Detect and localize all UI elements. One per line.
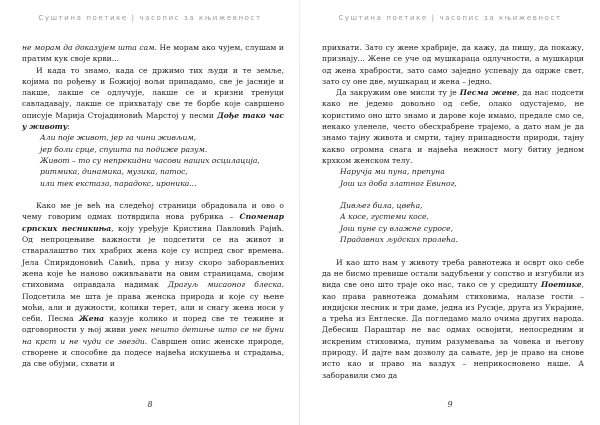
spacer [22,189,284,200]
text-run: Не морам ако чујем, слушам и пратим кук своје крви... [22,43,284,64]
right-page-body [322,42,584,381]
page-number-right: 9 [447,400,453,409]
verse-block [40,132,284,188]
section-title: Поетике [540,280,582,290]
verse-line: Али поје живот, јер га чини живљим, [40,133,197,143]
paragraph: прихвати. Зато су жене храбрије, да кажу, да пишу, да покажу, признају... Жене се уче од мушкараца одлучности, а мушкарци од жена храбрости, зато само заједно успевају да одрже свет, зато су оне две, мушкарац и жена – једно. [322,43,584,86]
paragraph [22,65,284,133]
verse-line: Наручја ми пуна, препуна [340,167,445,177]
paragraph: Да закружим ове мисли ту је Песма жене, да нас подсети како не једемо довољно од себе, олако одустајемо, не користимо оно што знамо и дарове које имамо, предале смо се, некако уленеле, често обесхрабрене трајемо, а дато нам је да знамо тајну живота и смрти, тајну припадности природи, тајну какво огромна снага и највећа нежност могу битиу једном крхком женском телу. [322,88,584,165]
italic-quote: Драгуљ мисаоног блеска. [167,280,284,290]
verse-line: јер боли срце, спушта па подиже разум. [40,144,208,154]
verse-line: ритмика, динамика, музика, патос, [40,167,188,177]
paragraph [22,42,284,65]
verse-line: Још из доба златног Евиног, [340,178,457,188]
verse-line: Живот – то су непрекидни часови наших осцилација, [40,155,260,165]
paragraph: И као што нам у животу треба равнотежа и осврт око себе да не бисмо превише остали задубљени у сопствo и изгубили из вида све оно што траје око нас, такo се у средишту Поетике, као права равнотежа домаћим стиховима, налазе гости – индијски песник и три даме, једна из Русије, друга из Украјине, а трећа из Енглеске. Да погледамо мало очима других народа. Дебесиш Параштар не вас одмах освојити, непосредним и искреним стиховима, пуним разумевања за човека и његову природу. И дајте вам дозволу да сањате, јер је право на снове исто као и право на ваздух – неприкосновено наше. А заборавили смо да [322,257,584,380]
poem-title: Жена [78,314,105,324]
verse-line: Још пуне су влажне суросе, [340,223,454,233]
text-run: : [67,122,70,132]
poem-title: Дође тако час у животу [22,110,284,132]
running-head-left: Суштина поетике | часопис за књижевност [38,14,262,22]
paragraph: Како ме је већ на следећој страници обрадовала и ово о чему говорим одмах потврдила нова рубрика – Споменар српских песникиња, коју уређује Кристина Павловић Рајић. Од непроцењиве важности је подсетити се на живот и стваралаштво тих храбрих жена које су испред свог времена. Јела Спиридоновић Савић, прва у низу скоро заборављених жена које ће наново оживљавати на овим страницама, својим стиховима оправдала надимак Драгуљ мисаоног блеска. Подсетила ме шта је права женска природа и које су њене моћи, али и дужности, колики терет, али и снагу жена носи у себи. Песма Жена казује колико и поред све те тежине и одговорности у њој живи увек нешто детиње што се не буни на крст и не чуди се звезди. Савршен опис женске природе, створене и способне да подесе највећа искушења и страдања, да све обујми, схвати и [22,201,284,369]
italic-quote: увек нешто детиње што се не буни на крст и не чуди се звезди. [22,325,284,346]
right-page [300,0,600,425]
left-page-body [22,42,284,370]
stanza-break [340,189,584,200]
page-number-left: 8 [147,400,153,409]
spacer [322,245,584,256]
running-head-right: Суштина поетике | часопис за књижевност [338,14,562,22]
text-run: И када то знамо, када се држимо тих људи и те земље, којима по рођењу и Божијој вољи припадамо, све је јасније и лакше, лакше се одлучује, лакше се и кризни тренуци савладавају, лакше се прихватају све те борбе које савршено описује Марија Стојадиновић Марстој у песми [22,65,284,120]
rubric-title: Споменар српских песникиња [22,212,284,233]
poem-title: Песма жене [459,88,517,98]
verse-block [340,166,584,245]
italic-quote: не морам да доказујем шта сам. [22,43,157,52]
verse-line: или тек екстаза, парадокс, ироника... [40,178,197,188]
verse-line: А косе, густеми косе, [340,212,429,222]
verse-line: Прадавних људских пролећа. [340,235,458,245]
verse-line: Дивљег била, цвећа, [340,201,423,211]
